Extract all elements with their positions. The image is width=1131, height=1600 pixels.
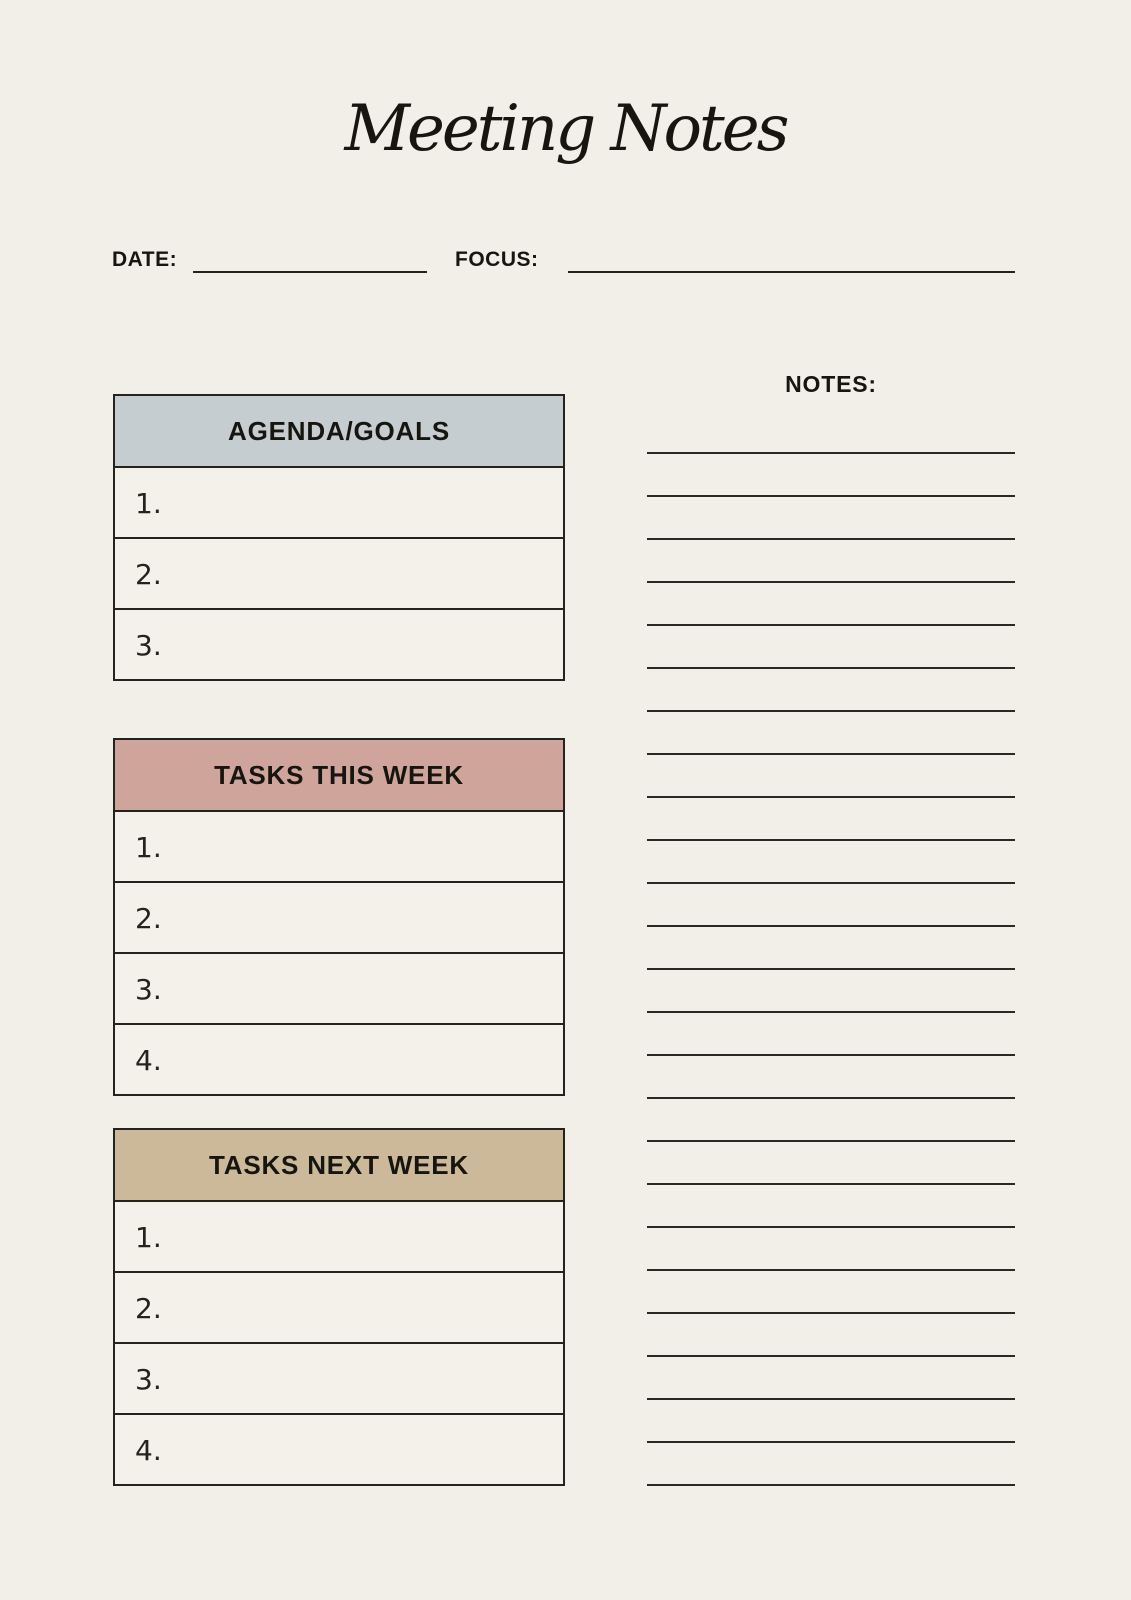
- note-line[interactable]: [647, 710, 1015, 712]
- note-line[interactable]: [647, 1054, 1015, 1056]
- tasks-this-week-header: [115, 740, 563, 810]
- note-line[interactable]: [647, 968, 1015, 970]
- focus-input-line[interactable]: [568, 271, 1015, 273]
- row-number: 3.: [135, 1363, 162, 1396]
- row-number: 2.: [135, 902, 162, 935]
- tasks-this-week-rows: [115, 810, 563, 1094]
- table-row[interactable]: [115, 881, 563, 952]
- row-number: 1.: [135, 487, 162, 520]
- row-number: 2.: [135, 558, 162, 591]
- tasks-next-week-table: [113, 1128, 565, 1486]
- row-number: 4.: [135, 1044, 162, 1077]
- note-line[interactable]: [647, 1355, 1015, 1357]
- table-row[interactable]: [115, 1342, 563, 1413]
- table-row[interactable]: [115, 537, 563, 608]
- notes-label: NOTES:: [785, 371, 877, 397]
- note-line[interactable]: [647, 925, 1015, 927]
- table-row[interactable]: [115, 1413, 563, 1484]
- row-number: 2.: [135, 1292, 162, 1325]
- tasks-next-week-rows: [115, 1200, 563, 1484]
- note-line[interactable]: [647, 1183, 1015, 1185]
- row-number: 3.: [135, 629, 162, 662]
- row-number: 1.: [135, 831, 162, 864]
- table-row[interactable]: [115, 1200, 563, 1271]
- tasks-next-week-title: TASKS NEXT WEEK: [209, 1149, 469, 1180]
- table-row[interactable]: [115, 1023, 563, 1094]
- focus-label: FOCUS:: [455, 248, 539, 271]
- table-row[interactable]: [115, 952, 563, 1023]
- note-line[interactable]: [647, 1226, 1015, 1228]
- note-line[interactable]: [647, 882, 1015, 884]
- note-line[interactable]: [647, 1269, 1015, 1271]
- note-line[interactable]: [647, 1484, 1015, 1486]
- note-line[interactable]: [647, 1140, 1015, 1142]
- table-row[interactable]: [115, 810, 563, 881]
- agenda-goals-title: AGENDA/GOALS: [228, 415, 450, 446]
- agenda-goals-rows: [115, 466, 563, 679]
- note-line[interactable]: [647, 581, 1015, 583]
- agenda-goals-header: [115, 396, 563, 466]
- tasks-this-week-table: [113, 738, 565, 1096]
- row-number: 3.: [135, 973, 162, 1006]
- page-title: Meeting Notes: [344, 92, 787, 166]
- table-row[interactable]: [115, 1271, 563, 1342]
- note-line[interactable]: [647, 1312, 1015, 1314]
- note-line[interactable]: [647, 796, 1015, 798]
- note-line[interactable]: [647, 839, 1015, 841]
- note-line[interactable]: [647, 1011, 1015, 1013]
- date-input-line[interactable]: [193, 271, 427, 273]
- note-line[interactable]: [647, 1097, 1015, 1099]
- note-line[interactable]: [647, 1398, 1015, 1400]
- note-line[interactable]: [647, 1441, 1015, 1443]
- note-line[interactable]: [647, 538, 1015, 540]
- table-row[interactable]: [115, 608, 563, 679]
- note-line[interactable]: [647, 624, 1015, 626]
- tasks-this-week-title: TASKS THIS WEEK: [214, 759, 464, 790]
- note-line[interactable]: [647, 452, 1015, 454]
- note-line[interactable]: [647, 753, 1015, 755]
- date-label: DATE:: [112, 248, 178, 271]
- note-line[interactable]: [647, 495, 1015, 497]
- tasks-next-week-header: [115, 1130, 563, 1200]
- row-number: 4.: [135, 1434, 162, 1467]
- row-number: 1.: [135, 1221, 162, 1254]
- table-row[interactable]: [115, 466, 563, 537]
- notes-lines-area: [647, 452, 1015, 1527]
- agenda-goals-table: [113, 394, 565, 681]
- note-line[interactable]: [647, 667, 1015, 669]
